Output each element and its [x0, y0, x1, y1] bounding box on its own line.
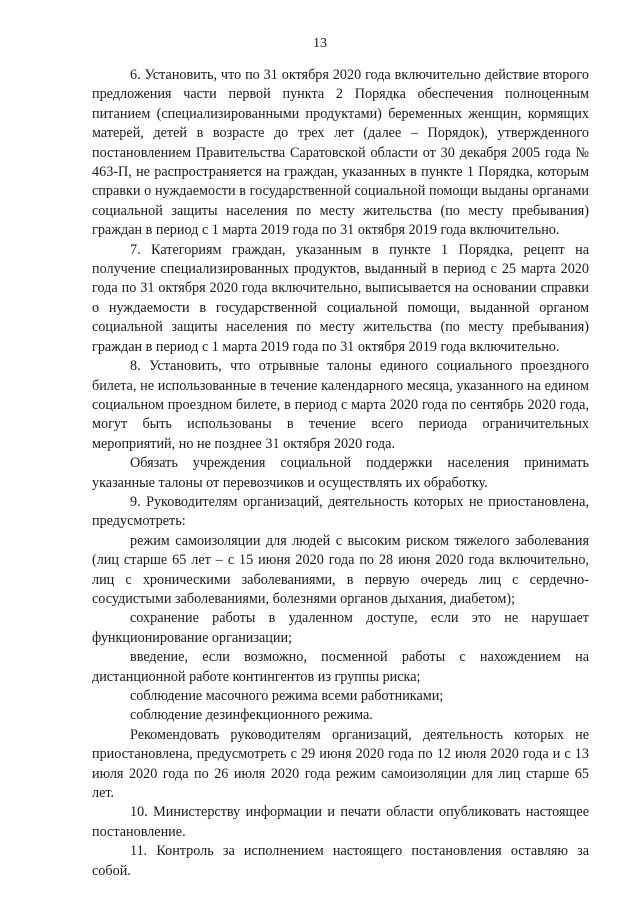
paragraph-9: 9. Руководителям организаций, деятельность которых не приостановлена, предусмотреть: — [92, 493, 589, 530]
document-body — [92, 66, 589, 881]
paragraph-7: 7. Категориям граждан, указанным в пункте 1 Порядка, рецепт на получение специализированных продуктов, выданный в период с 25 марта 2020 года по 31 октября 2020 года включительно, выписывается на основании справки о нуждаемости в государственной социальной помощи, выданной органом социальной защиты населения по месту жительства (по месту пребывания) граждан в период с 1 марта 2019 года по 31 октября 2019 года включительно. — [92, 241, 589, 355]
paragraph-9-item-self-isolation: режим самоизоляции для людей с высоким риском тяжелого заболевания (лиц старше 65 лет – с 15 июня 2020 года по 28 июня 2020 года включительно, лиц с хроническими заболеваниями, в первую очередь лиц с сердечно-сосудистыми заболеваниями, болезнями органов дыхания, диабетом); — [92, 532, 589, 607]
paragraph-10: 10. Министерству информации и печати области опубликовать настоящее постановление. — [92, 804, 589, 840]
paragraph-11: 11. Контроль за исполнением настоящего постановления оставляю за собой. — [92, 843, 589, 879]
paragraph-8-obligation: Обязать учреждения социальной поддержки населения принимать указанные талоны от перевозчиков и осуществлять их обработку. — [92, 455, 589, 491]
paragraph-6: 6. Установить, что по 31 октября 2020 года включительно действие второго предложения части первой пункта 2 Порядка обеспечения полноценным питанием (специализированными продуктами) беременных женщин, кормящих матерей, детей в возрасте до трех лет (далее – Порядок), утвержденного постановлением Правительства Саратовской области от 30 декабря 2005 года № 463-П, не распространяется на граждан, указанных в пункте 1 Порядка, которым справки о нуждаемости в государственной социальной помощи выданы органами социальной защиты населения по месту жительства (по месту пребывания) граждан в период с 1 марта 2019 года по 31 октября 2019 года включительно. — [92, 67, 589, 239]
paragraph-9-item-shift-work: введение, если возможно, посменной работы с нахождением на дистанционной работе контингентов из группы риска; — [92, 649, 589, 685]
paragraph-8: 8. Установить, что отрывные талоны единого социального проездного билета, не использованные в течение календарного месяца, указанного на едином социальном проездном билете, в период с марта 2020 года по сентябрь 2020 года, могут быть использованы в течение всего периода ограничительных мероприятий, но не позднее 31 октября 2020 года. — [92, 358, 589, 452]
paragraph-9-item-remote-work: сохранение работы в удаленном доступе, если это не нарушает функционирование организации; — [92, 610, 589, 646]
paragraph-9-recommendation: Рекомендовать руководителям организаций, деятельность которых не приостановлена, предусмотреть с 29 июня 2020 года по 12 июля 2020 года и с 13 июля 2020 года по 26 июля 2020 года режим самоизоляции для лиц старше 65 лет. — [92, 726, 589, 802]
paragraph-9-item-masks: соблюдение масочного режима всеми работниками; — [130, 688, 444, 704]
paragraph-9-item-disinfection: соблюдение дезинфекционного режима. — [130, 707, 373, 724]
page-number: 13 — [313, 36, 327, 51]
